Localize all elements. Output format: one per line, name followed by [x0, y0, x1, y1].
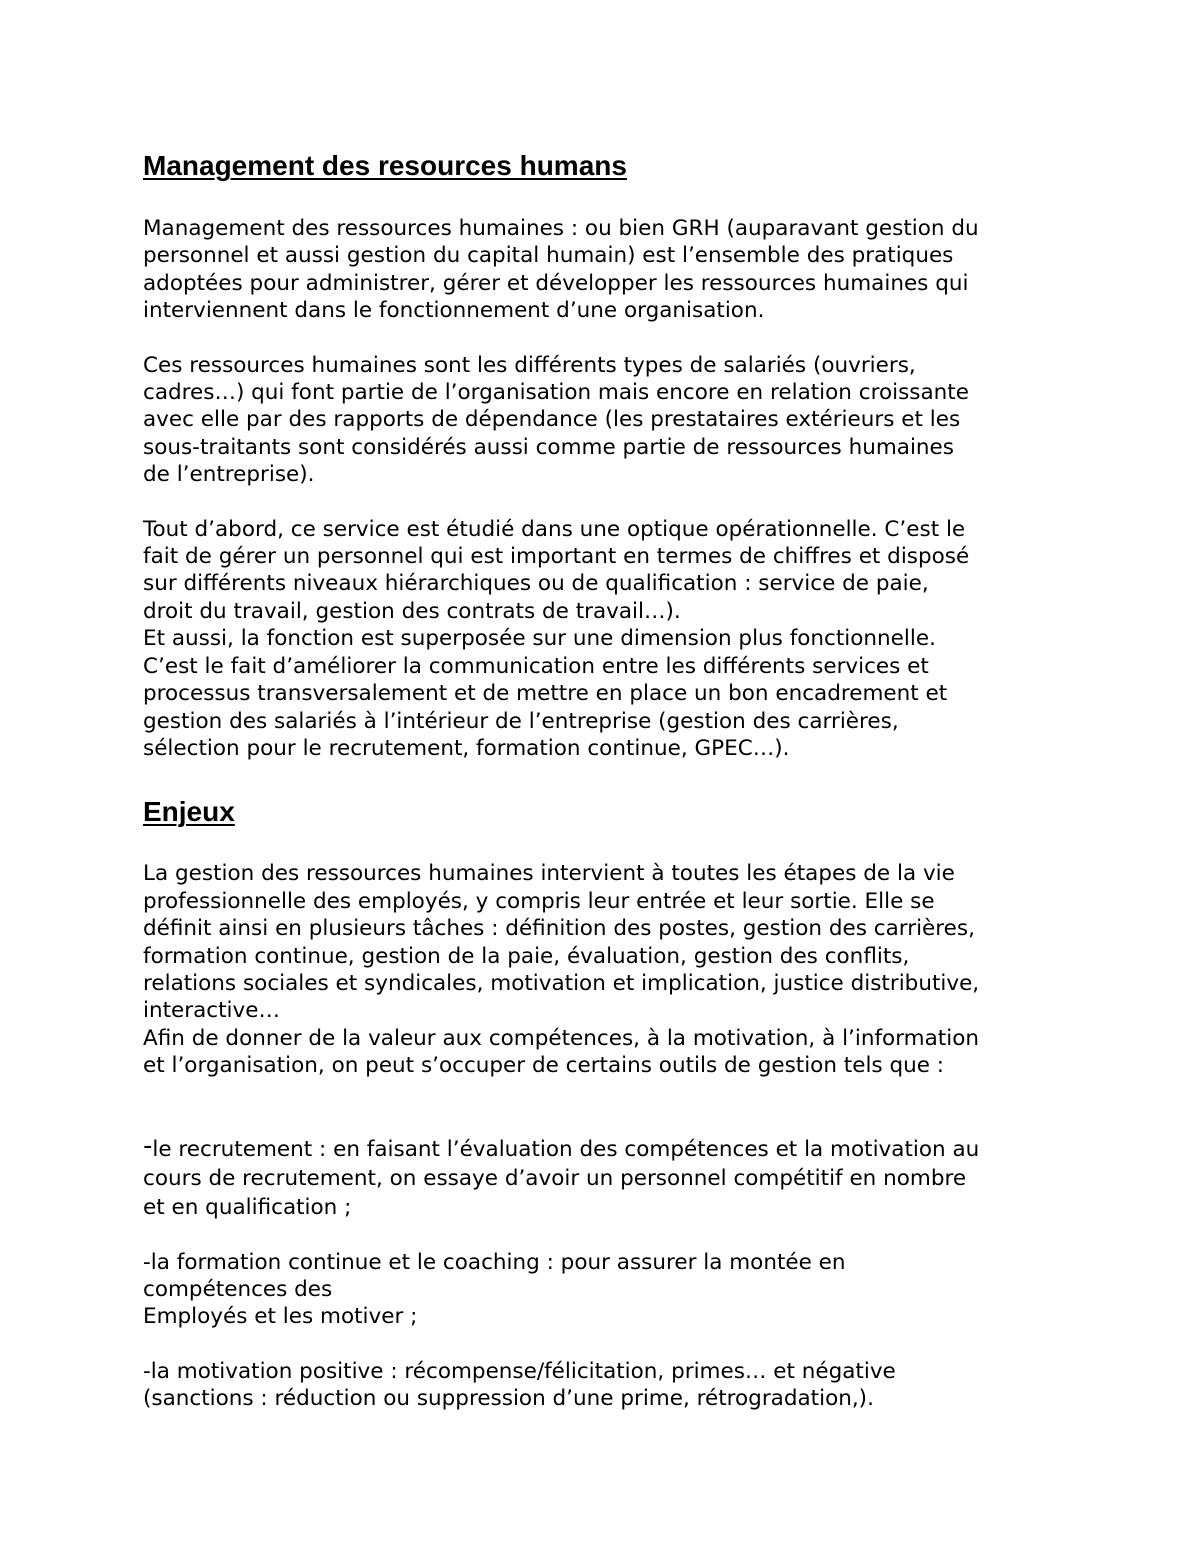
document-body [143, 140, 1083, 1413]
item-text: la motivation positive : récompense/félicitation, primes… et négative (sanctions : réduction ou suppression d’une prime, rétrogradation,). [143, 1358, 896, 1412]
enjeux-paragraph-2: Afin de donner de la valeur aux compétences, à la motivation, à l’information et l’organisation, on peut s’occuper de certains outils de gestion tels que : [143, 1025, 979, 1079]
item-dash: - [143, 1249, 151, 1275]
tool-item-recrutement [143, 1130, 1083, 1222]
item-dash: - [143, 1130, 153, 1161]
item-text: le recrutement : en faisant l’évaluation des compétences et la motivation au cours de recrutement, on essaye d’avoir un personnel compétitif en nombre et en qualification ; [143, 1136, 980, 1220]
paragraph-spacer [143, 1222, 1083, 1249]
intro-paragraph-4: Et aussi, la fonction est superposée sur une dimension plus fonctionnelle. C’est le fait d’améliorer la communication entre les différents services et processus transversalement et de mettre en place un bon encadrement et gestion des salariés à l’intérieur de l’entreprise (gestion des carrières, sélection pour le recrutement, formation continue, GPEC…). [143, 626, 948, 761]
intro-paragraph-3: Tout d’abord, ce service est étudié dans une optique opérationnelle. C’est le fait de gérer un personnel qui est important en termes de chiffres et disposé sur différents niveaux hiérarchiques ou de qualification : service de paie, droit du travail, gestion des contrats de travail…). [143, 516, 970, 624]
intro-paragraph-1: Management des ressources humaines : ou bien GRH (auparavant gestion du personnel et aussi gestion du capital humain) est l’ensemble des pratiques adoptées pour administrer, gérer et développer les ressources humaines qui interviennent dans le fonctionnement d’une organisation. [143, 216, 979, 324]
document-title: Management des resources humans [143, 150, 627, 181]
paragraph-spacer [143, 489, 1083, 516]
paragraph-spacer [143, 325, 1083, 352]
tool-item-formation [143, 1249, 1083, 1331]
intro-paragraph-2: Ces ressources humaines sont les différents types de salariés (ouvriers, cadres…) qui font partie de l’organisation mais encore en relation croissante avec elle par des rapports de dépendance (les prestataires extérieurs et les sous-traitants sont considérés aussi comme partie de ressources humaines de l’entreprise). [143, 352, 969, 488]
enjeux-paragraph-1: La gestion des ressources humaines intervient à toutes les étapes de la vie professionnelle des employés, y compris leur entrée et leur sortie. Elle se définit ainsi en plusieurs tâches : définition des postes, gestion des carrières, formation continue, gestion de la paie, évaluation, gestion des conflits, relations sociales et syndicales, motivation et implication, justice distributive, interactive… [143, 861, 980, 1024]
item-dash: - [143, 1358, 151, 1384]
paragraph-spacer [143, 1080, 1083, 1134]
item-text: la formation continue et le coaching : pour assurer la montée en compétences des Employés et les motiver ; [143, 1249, 846, 1330]
enjeux-heading: Enjeux [143, 796, 235, 828]
paragraph-spacer [143, 1331, 1083, 1358]
tool-item-motivation [143, 1358, 1083, 1413]
